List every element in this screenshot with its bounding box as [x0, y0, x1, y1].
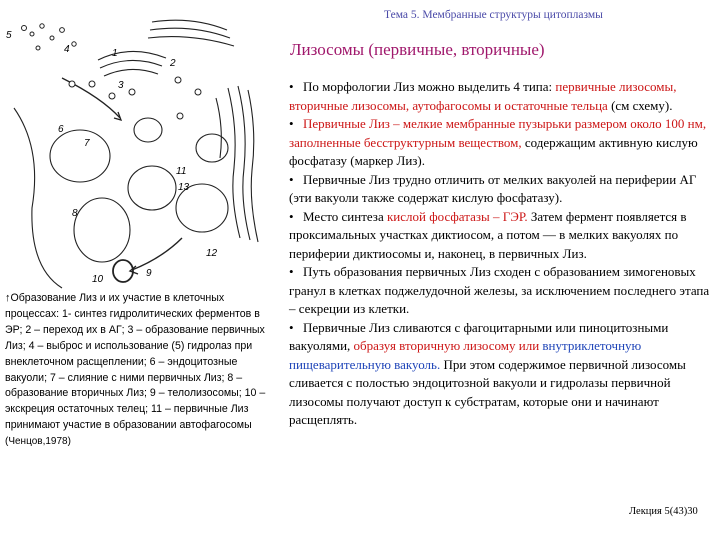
- figure-caption: [5, 291, 277, 450]
- text: Затем фермент появляется в проксимальных участках диктиосом, а потом — в мелких вакуолях по периферии диктиосомы и, наконец, в первичных Лиз.: [289, 208, 687, 261]
- bullet-item: [289, 319, 717, 430]
- text: По морфологии Лиз можно выделить 4 типа:: [303, 79, 553, 94]
- bullet-icon: •: [289, 79, 294, 94]
- up-arrow-icon: ↑: [5, 292, 11, 304]
- figure-label: 9: [146, 268, 152, 279]
- bullet-icon: •: [289, 264, 294, 279]
- figure-label: 11: [176, 166, 187, 177]
- highlight-red: кислой фосфатазы – ГЭР.: [386, 208, 528, 224]
- text: Место синтеза: [303, 208, 384, 224]
- figure-label: 5: [6, 30, 12, 41]
- caption-source: (Ченцов,1978): [5, 436, 71, 448]
- bullet-item: [289, 78, 717, 115]
- figure-label: 12: [206, 248, 218, 259]
- text: содержащим активную кислую фосфатазу (маркер Лиз).: [289, 134, 698, 168]
- lysosome-diagram: [2, 8, 274, 290]
- header-title: Тема 5. Мембранные структуры цитоплазмы: [384, 9, 603, 21]
- text: При этом содержимое первичной лизосомы сливается с полостью эндоцитозной вакуоли и гидролазы первичной лизосомы получают доступ к субстратам, которые они и начинают расщеплять.: [289, 356, 686, 427]
- bullet-item: [289, 115, 717, 171]
- figure-label: 6: [58, 124, 64, 135]
- caption-text: Образование Лиз и их участие в клеточных процессах: 1- синтез гидролитических ферментов в ЭР; 2 – переход их в АГ; 3 – образование первичных Лиз; 4 – выброс и использование (5) гидролаз при внеклеточном расщеплении; 6 – эндоцитозные вакуоли; 7 – слияние с ними первичных Лиз; 8 – образование вторичных Лиз; 9 – телолизосомы; 10 – экскреция остаточных телец; 11 – первичные Лиз принимают участие в образовании автофагосомы: [5, 292, 266, 432]
- figure-label: 10: [92, 274, 104, 285]
- figure-label: 1: [112, 48, 118, 59]
- text: Первичные Лиз трудно отличить от мелких вакуолей на периферии АГ (эти вакуоли также содержат кислую фосфатазу).: [289, 171, 697, 205]
- figure-label: 4: [64, 44, 70, 55]
- figure-label: 13: [178, 182, 190, 193]
- bullet-icon: •: [289, 208, 294, 224]
- bullet-item: [289, 208, 717, 264]
- figure-label: 2: [170, 58, 176, 69]
- highlight-red: образуя вторичную лизосому или: [353, 338, 540, 353]
- text: Путь образования первичных Лиз сходен с образованием зимогеновых гранул в клетках поджелудочной железы, за исключением последнего этапа – секреции из клетки.: [289, 264, 710, 316]
- figure-label: 8: [72, 208, 78, 219]
- footer-lecture-number: Лекция 5(43)30: [629, 506, 698, 517]
- text: (см схему).: [611, 97, 673, 113]
- bullet-icon: •: [289, 116, 294, 131]
- bullet-icon: •: [289, 171, 294, 187]
- bullet-icon: •: [289, 319, 294, 335]
- lecture-content: [289, 78, 717, 430]
- figure-label: 7: [84, 138, 90, 149]
- bullet-item: [289, 171, 717, 208]
- slide-title: Лизосомы (первичные, вторичные): [290, 40, 545, 59]
- highlight-red: Первичные Лиз – мелкие мембранные пузырьки размером около 100 нм, заполненные бесструктурным веществом,: [289, 116, 707, 150]
- figure-label: 3: [118, 80, 124, 91]
- bullet-item: [289, 263, 717, 319]
- text: Первичные Лиз сливаются с фагоцитарными или пиноцитозными вакуолями,: [289, 319, 669, 353]
- highlight-blue: внутриклеточную пищеварительную вакуоль.: [289, 338, 642, 372]
- highlight-red: первичные лизосомы, вторичные лизосомы, аутофагосомы и остаточные тельца: [289, 79, 677, 113]
